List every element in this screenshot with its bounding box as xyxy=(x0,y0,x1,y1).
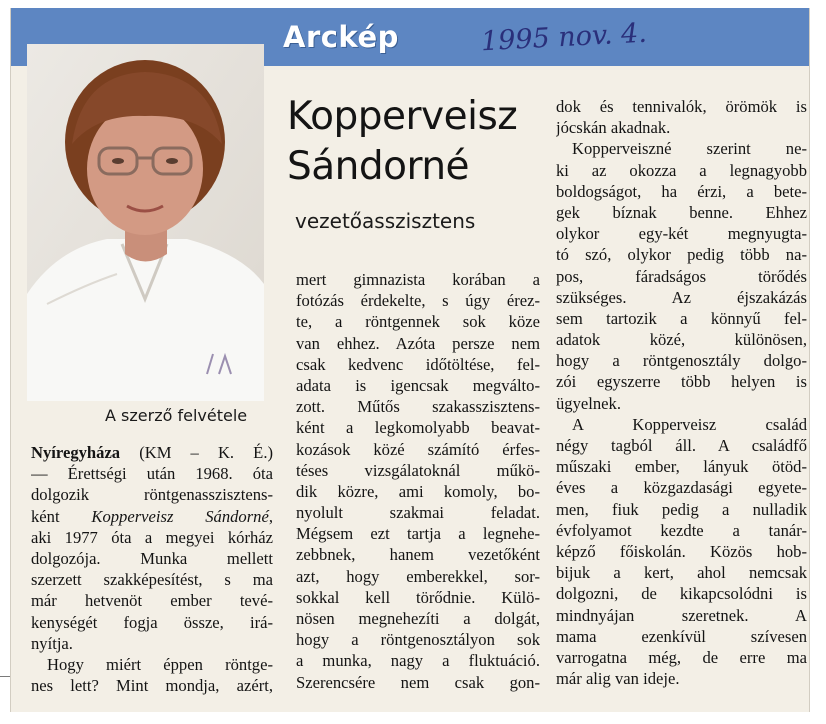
text-line xyxy=(556,117,807,138)
portrait-photo xyxy=(27,44,264,401)
text-run: csak kedvenc időtöltése, fel- xyxy=(296,354,540,374)
text-run: téses vizsgálatoknál műkö- xyxy=(296,460,540,480)
text-line xyxy=(556,96,807,117)
text-line xyxy=(296,481,540,502)
text-run: gek bíznak benne. Ehhez xyxy=(556,202,807,222)
text-run: évfolyamot kezdte a tanár- xyxy=(556,520,807,540)
text-run: szerzett szakképesítést, s ma xyxy=(31,570,273,590)
portrait-illustration xyxy=(27,44,264,401)
text-run: műszaki ember, lányuk ötöd- xyxy=(556,457,807,477)
text-line xyxy=(31,675,273,696)
text-line xyxy=(296,417,540,438)
text-line xyxy=(296,502,540,523)
text-run: zott. Műtős szakasszisztens- xyxy=(296,397,540,417)
text-line xyxy=(31,442,273,463)
newspaper-clipping xyxy=(10,8,810,712)
text-run: ki az okozza a legnagyobb xyxy=(556,160,807,180)
text-line xyxy=(556,499,807,520)
text-line xyxy=(556,583,807,604)
page-edge-rule xyxy=(0,676,10,677)
text-run: dolgozója. Munka mellett xyxy=(31,548,273,568)
text-run: zebbnek, hanem vezetőként xyxy=(296,545,540,565)
text-run: Mégsem ezt tartja a legnehe- xyxy=(296,524,540,544)
text-line xyxy=(296,269,540,290)
text-line xyxy=(296,460,540,481)
text-line xyxy=(296,333,540,354)
text-line xyxy=(556,626,807,647)
text-line xyxy=(556,541,807,562)
text-run: Kopperveiszné szerint ne- xyxy=(572,139,807,159)
text-line xyxy=(556,202,807,223)
text-line xyxy=(296,544,540,565)
section-title: Arckép xyxy=(283,20,399,54)
text-line xyxy=(296,290,540,311)
text-run: nyítja. xyxy=(31,633,73,653)
text-line xyxy=(31,654,273,675)
text-run: Hogy miért éppen röntge- xyxy=(47,654,273,674)
text-run: sem tartozik a könnyű fel- xyxy=(556,308,807,328)
text-run: boldogságot, ha érzi, a bete- xyxy=(556,181,807,201)
text-line xyxy=(556,456,807,477)
text-line xyxy=(31,548,273,569)
text-line xyxy=(31,463,273,484)
text-line xyxy=(296,650,540,671)
text-run: (KM – K. É.) xyxy=(120,443,273,462)
text-line xyxy=(556,266,807,287)
text-run: jócskán akadnak. xyxy=(556,118,671,138)
text-run: ként xyxy=(31,506,92,526)
text-run: már hetvenöt ember tevé- xyxy=(31,591,273,611)
text-run: nyolult szakmai feladat. xyxy=(296,503,540,523)
text-run: Szerencsére nem csak gon- xyxy=(296,672,540,692)
text-run: sokkal kell törődnie. Külö- xyxy=(296,587,540,607)
text-line xyxy=(296,375,540,396)
text-line xyxy=(556,668,807,689)
text-line xyxy=(556,414,807,435)
text-line xyxy=(296,396,540,417)
text-run: dolgozni, de kikapcsolódni is xyxy=(556,584,807,604)
text-run: olykor egy-két megnyugta- xyxy=(556,224,807,244)
text-line xyxy=(556,350,807,371)
text-line xyxy=(556,605,807,626)
text-run: zói egyszerre több helyen is xyxy=(556,372,807,392)
text-line xyxy=(31,633,273,654)
text-run: A Kopperveisz család xyxy=(572,414,807,434)
text-line xyxy=(296,566,540,587)
text-run: fotózás érdekelte, s úgy érez- xyxy=(296,291,540,311)
text-run: adata is igencsak megválto- xyxy=(296,375,540,395)
text-line xyxy=(556,520,807,541)
text-run: már alig van ideje. xyxy=(556,669,680,689)
text-line xyxy=(556,287,807,308)
article-column-3 xyxy=(556,96,807,689)
text-line xyxy=(556,329,807,350)
text-run: , xyxy=(268,506,273,526)
article-headline xyxy=(287,92,555,192)
text-line xyxy=(31,590,273,611)
text-run: képző főiskolán. Közös hob- xyxy=(556,541,807,561)
text-run: adatok közé, különösen, xyxy=(556,330,807,350)
text-line xyxy=(556,477,807,498)
text-line xyxy=(296,311,540,332)
text-run: szükséges. Az éjszakázás xyxy=(556,287,807,307)
text-run: aki 1977 óta a megyei kórház xyxy=(31,527,273,547)
text-line xyxy=(31,527,273,548)
headline-line-2: Sándorné xyxy=(287,144,470,189)
text-line xyxy=(31,506,273,527)
text-run: tó szó, olykor pedig több na- xyxy=(556,245,807,265)
text-line xyxy=(556,160,807,181)
text-run: van ehhez. Azóta persze nem xyxy=(296,333,540,353)
text-line xyxy=(296,672,540,693)
text-run: éves a közgazdasági egyete- xyxy=(556,478,807,498)
text-line xyxy=(556,223,807,244)
text-run: kenységét fogja össze, irá- xyxy=(31,612,273,632)
text-run: ügyelnek. xyxy=(556,393,621,413)
text-line xyxy=(556,244,807,265)
text-run: ként a legkomolyabb beavat- xyxy=(296,418,540,438)
text-run: azt, hogy emberekkel, sor- xyxy=(296,566,540,586)
text-line xyxy=(556,371,807,392)
photo-credit: A szerző felvétele xyxy=(105,406,248,425)
text-run: hogy a röntgenosztályon sok xyxy=(296,630,540,650)
text-run: dik közre, ami komoly, bo- xyxy=(296,481,540,501)
text-run: nösen megnehezíti a dolgát, xyxy=(296,609,540,628)
text-line xyxy=(296,629,540,650)
text-line xyxy=(31,484,273,505)
text-run: nes lett? Mint mondja, azért, xyxy=(31,676,273,696)
text-run: mert gimnazista korában a xyxy=(296,270,540,289)
text-line xyxy=(296,439,540,460)
text-run: kozások közé számító érfes- xyxy=(296,439,540,459)
text-run: hogy a röntgenosztály dolgo- xyxy=(556,351,807,371)
text-line xyxy=(556,308,807,329)
text-line xyxy=(556,435,807,456)
text-line xyxy=(556,181,807,202)
handwritten-date: 1995 nov. 4. xyxy=(480,17,648,58)
text-run: pos, fáradságos törődés xyxy=(556,266,807,286)
headline-line-1: Kopperveisz xyxy=(287,94,518,139)
text-run: mindnyájan szeretnek. A xyxy=(556,605,807,625)
text-run: bijuk a kert, ahol nemcsak xyxy=(556,563,807,583)
text-run: — Érettségi után 1968. óta xyxy=(31,464,273,484)
text-run: négy tagból áll. A családfő xyxy=(556,436,807,455)
text-line xyxy=(556,562,807,583)
text-line xyxy=(556,393,807,414)
text-line xyxy=(296,587,540,608)
article-column-2 xyxy=(296,269,540,693)
text-line xyxy=(556,138,807,159)
text-run: men, fiuk pedig a nulladik xyxy=(556,499,807,519)
text-run: dolgozik röntgenasszisztens- xyxy=(31,485,273,505)
text-line xyxy=(556,647,807,668)
dateline: Nyíregyháza xyxy=(31,443,121,462)
article-subtitle: vezetőasszisztens xyxy=(295,209,476,233)
text-line xyxy=(31,612,273,633)
text-line xyxy=(31,569,273,590)
text-line xyxy=(296,608,540,629)
text-run: mama ezenkívül szívesen xyxy=(556,626,807,646)
text-line xyxy=(296,354,540,375)
text-run: a munka, nagy a fluktuáció. xyxy=(296,651,540,671)
text-run: varrogatna még, de erre ma xyxy=(556,647,807,667)
italic-name: Kopperveisz Sándorné xyxy=(91,506,269,526)
text-run: dok és tennivalók, örömök is xyxy=(556,97,807,116)
article-column-1 xyxy=(31,442,273,696)
text-run: te, a röntgennek sok köze xyxy=(296,312,540,332)
text-line xyxy=(296,523,540,544)
